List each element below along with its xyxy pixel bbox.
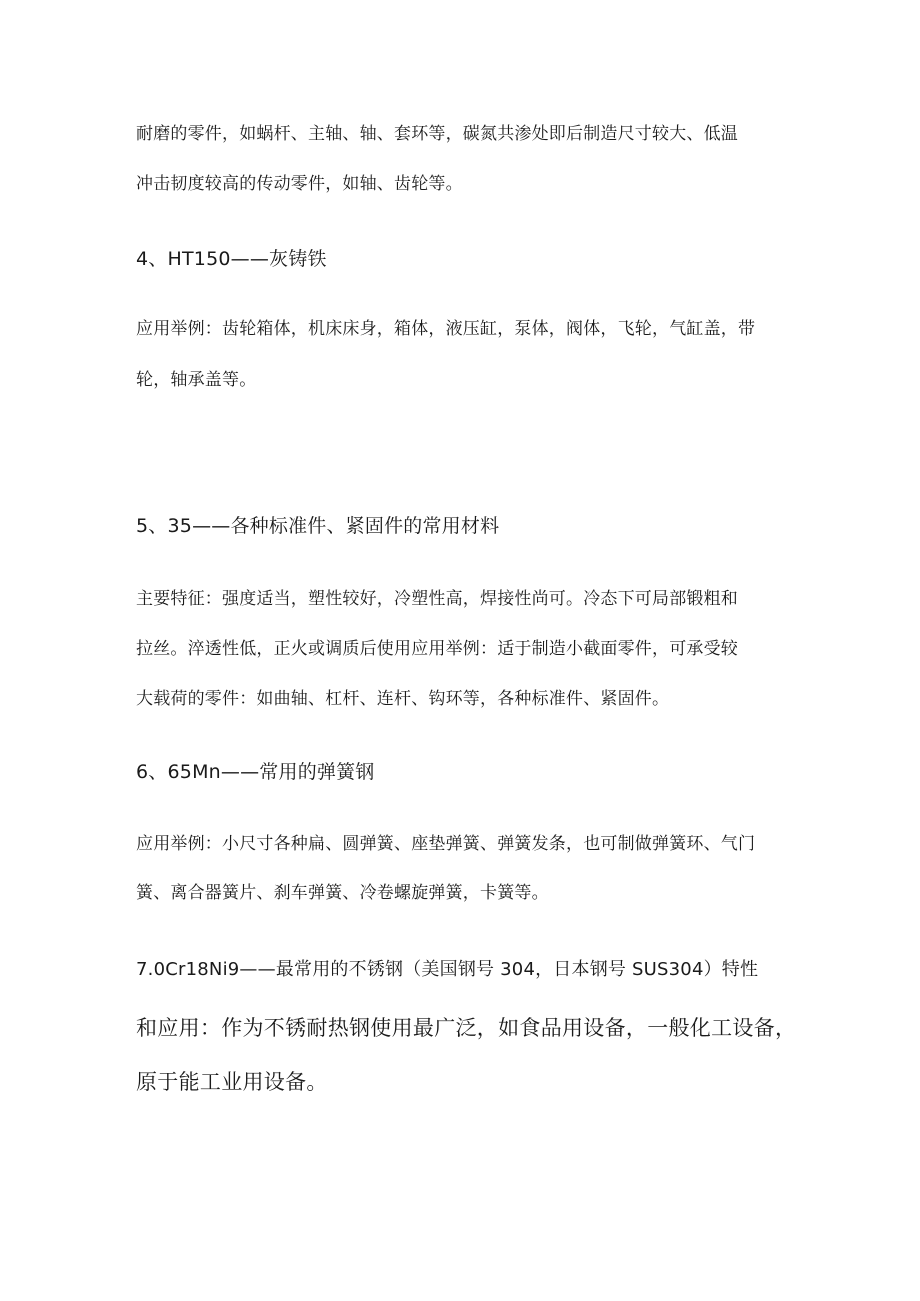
paragraph-line: 应用举例：齿轮箱体，机床床身，箱体，液压缸，泵体，阀体，飞轮，气缸盖，带 <box>136 319 756 339</box>
section-heading-6: 6、65Mn——常用的弹簧钢 <box>136 761 375 783</box>
paragraph-line: 和应用：作为不锈耐热钢使用最广泛，如食品用设备，一般化工设备， <box>136 1016 797 1040</box>
paragraph-line: 耐磨的零件，如蜗杆、主轴、轴、套环等，碳氮共渗处即后制造尺寸较大、低温 <box>136 124 738 144</box>
paragraph-line: 主要特征：强度适当，塑性较好，冷塑性高，焊接性尚可。冷态下可局部锻粗和 <box>136 589 738 609</box>
paragraph-line: 拉丝。淬透性低，正火或调质后使用应用举例：适于制造小截面零件，可承受较 <box>136 639 738 659</box>
paragraph-line: 大载荷的零件：如曲轴、杠杆、连杆、钩环等，各种标准件、紧固件。 <box>136 689 670 709</box>
paragraph-line: 应用举例：小尺寸各种扁、圆弹簧、座垫弹簧、弹簧发条，也可制做弹簧环、气门 <box>136 834 756 854</box>
section-heading-4: 4、HT150——灰铸铁 <box>136 248 327 270</box>
section-heading-5: 5、35——各种标准件、紧固件的常用材料 <box>136 515 500 537</box>
section-heading-7: 7.0Cr18Ni9——最常用的不锈钢（美国钢号 304，日本钢号 SUS304）特性 <box>136 959 759 980</box>
paragraph-line: 原于能工业用设备。 <box>136 1070 328 1094</box>
paragraph-line: 轮，轴承盖等。 <box>136 370 257 390</box>
paragraph-line: 冲击韧度较高的传动零件，如轴、齿轮等。 <box>136 174 463 194</box>
paragraph-line: 簧、离合器簧片、刹车弹簧、冷卷螺旋弹簧，卡簧等。 <box>136 883 549 903</box>
